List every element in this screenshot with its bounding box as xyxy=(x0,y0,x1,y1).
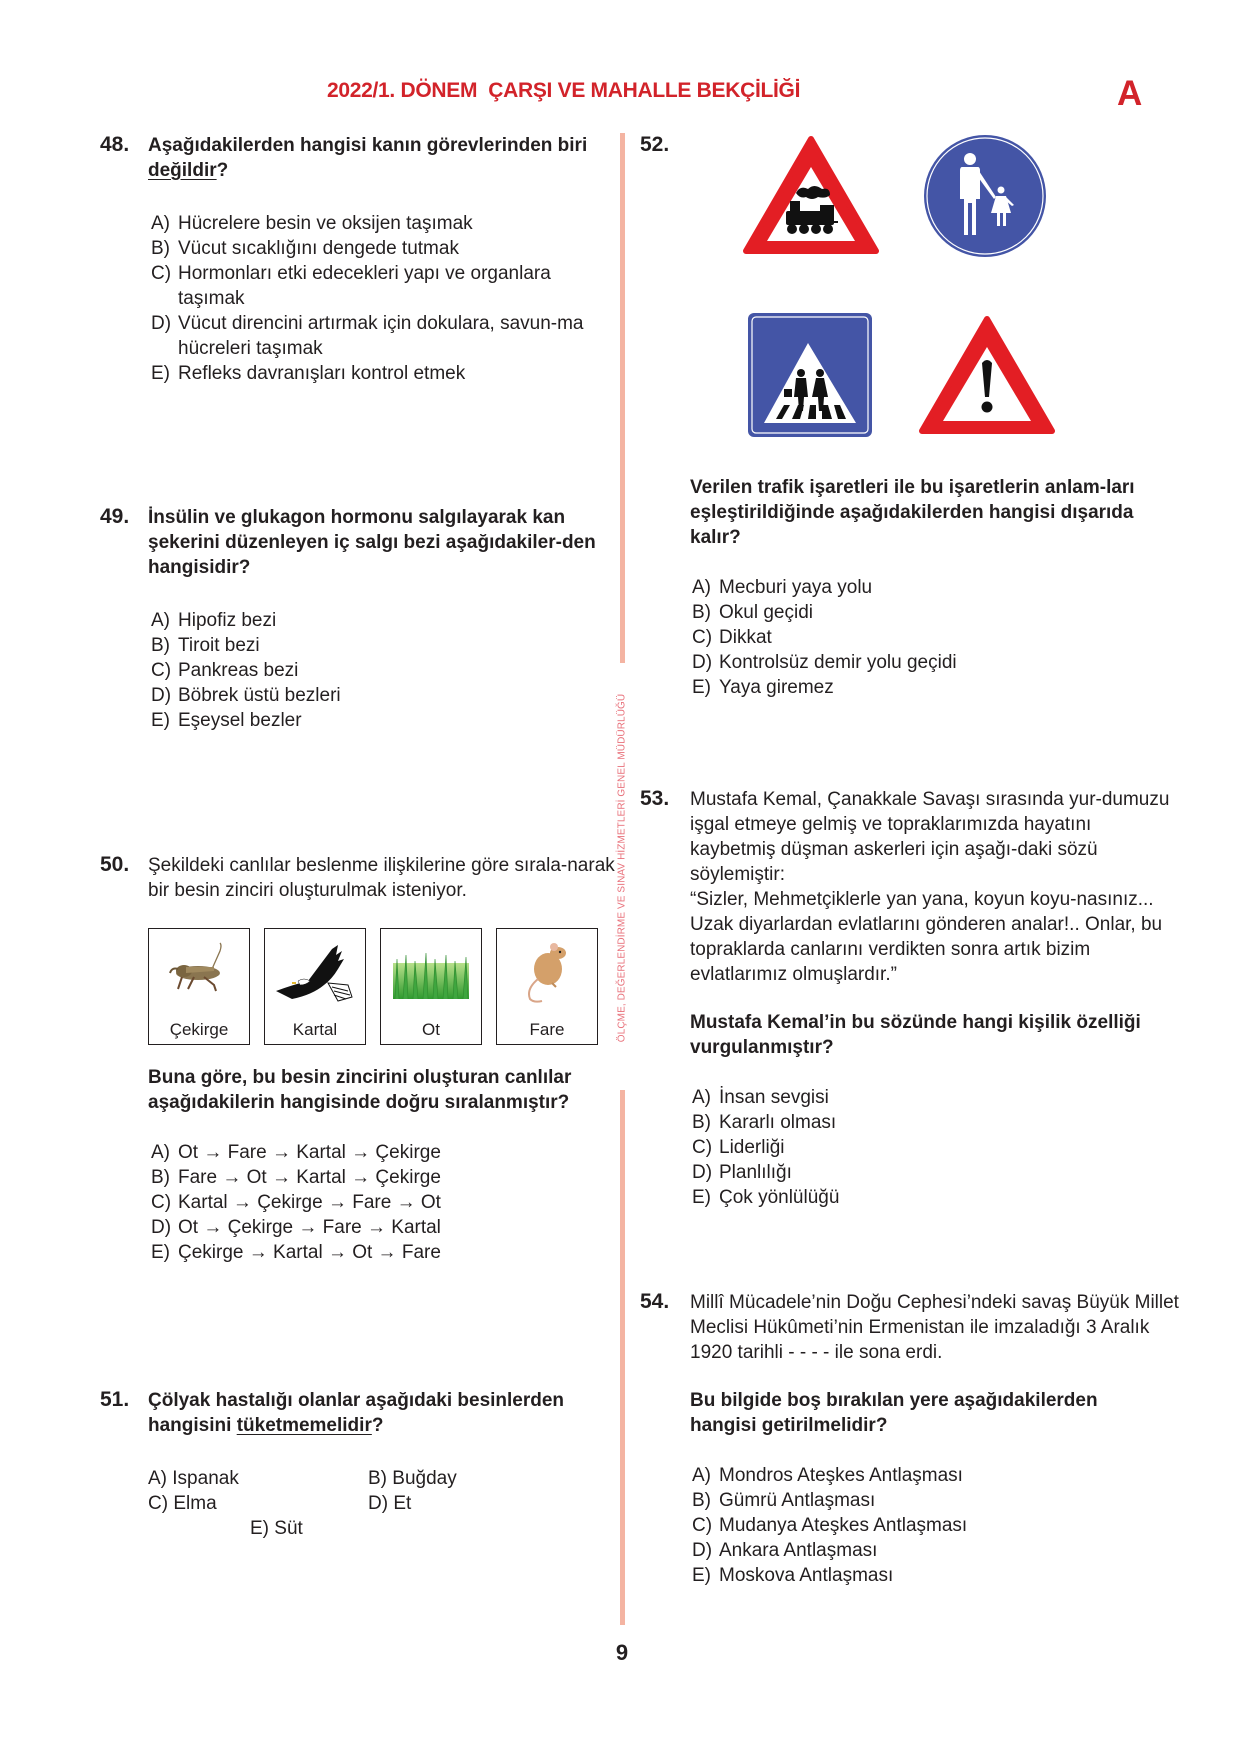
page-number: 9 xyxy=(615,1640,629,1665)
question-number: 51. xyxy=(100,1388,130,1411)
stem-underlined: değildir xyxy=(148,160,217,181)
option-letter: D) xyxy=(692,1162,713,1183)
option-c[interactable] xyxy=(692,1135,1162,1160)
option-text: Hormonları etki edecekleri yapı ve organlara taşımak xyxy=(178,263,551,309)
option-b[interactable] xyxy=(692,1110,1162,1135)
option-c[interactable] xyxy=(151,261,621,311)
option-letter: D) xyxy=(151,685,172,706)
option-text: Dikkat xyxy=(719,627,772,648)
option-d[interactable] xyxy=(692,650,1162,675)
option-letter: B) xyxy=(151,238,170,259)
option-text: Çok yönlülüğü xyxy=(719,1187,840,1208)
option-e[interactable] xyxy=(151,708,621,733)
option-b[interactable] xyxy=(151,633,621,658)
question-number: 53. xyxy=(640,787,670,810)
option-text: Planlılığı xyxy=(719,1162,792,1183)
option-text: Ispanak xyxy=(172,1468,239,1489)
question-stem xyxy=(690,787,1170,987)
option-d[interactable] xyxy=(151,311,621,361)
option-letter: D) xyxy=(151,1217,172,1238)
option-text: Süt xyxy=(274,1518,303,1539)
grass-icon xyxy=(391,941,471,1001)
option-text: Ot → Çekirge → Fare → Kartal xyxy=(178,1217,441,1238)
options-list xyxy=(151,608,621,733)
question-number: 48. xyxy=(100,133,130,156)
option-c[interactable] xyxy=(151,1190,621,1215)
option-d[interactable] xyxy=(692,1160,1162,1185)
option-text: Et xyxy=(393,1493,412,1514)
option-letter: C) xyxy=(148,1493,169,1514)
option-letter: A) xyxy=(151,213,170,234)
animal-label: Fare xyxy=(529,1020,565,1039)
animal-card-grass xyxy=(380,928,482,1045)
option-text: Liderliği xyxy=(719,1137,785,1158)
options-list xyxy=(151,1140,621,1265)
option-letter: D) xyxy=(692,652,713,673)
stem-end: ? xyxy=(216,160,229,181)
stem-end: ? xyxy=(371,1415,384,1436)
school-crossing-sign-icon xyxy=(746,311,874,439)
option-text: Çekirge → Kartal → Ot → Fare xyxy=(178,1242,441,1263)
option-text: Ot → Fare → Kartal → Çekirge xyxy=(178,1142,441,1163)
option-text: Böbrek üstü bezleri xyxy=(178,685,341,706)
option-letter: E) xyxy=(692,677,711,698)
option-text: Vücut sıcaklığını dengede tutmak xyxy=(178,238,459,259)
option-text: Vücut direncini artırmak için dokulara, savun-ma hücreleri taşımak xyxy=(178,313,584,359)
question-stem xyxy=(148,1388,618,1438)
option-text: Yaya giremez xyxy=(719,677,834,698)
option-text: Refleks davranışları kontrol etmek xyxy=(178,363,466,384)
option-b[interactable] xyxy=(151,1165,621,1190)
option-letter: A) xyxy=(151,1142,170,1163)
question-number: 50. xyxy=(100,853,130,876)
option-text: Kartal → Çekirge → Fare → Ot xyxy=(178,1192,441,1213)
option-letter: E) xyxy=(250,1518,269,1539)
option-c[interactable] xyxy=(148,1491,217,1516)
option-text: Moskova Antlaşması xyxy=(719,1565,894,1586)
option-d[interactable] xyxy=(368,1491,411,1516)
publisher-side-text: ÖLÇME, DEĞERLENDİRME VE SINAV HİZMETLERİ GENEL MÜDÜRLÜĞÜ xyxy=(616,693,628,1043)
option-d[interactable] xyxy=(151,1215,621,1240)
option-c[interactable] xyxy=(151,658,621,683)
option-text: Fare → Ot → Kartal → Çekirge xyxy=(178,1167,441,1188)
option-e[interactable] xyxy=(692,675,1162,700)
option-e[interactable] xyxy=(692,1185,1162,1210)
option-d[interactable] xyxy=(151,683,621,708)
question-number: 49. xyxy=(100,505,130,528)
option-letter: C) xyxy=(151,660,172,681)
option-b[interactable] xyxy=(692,600,1162,625)
option-text: Okul geçidi xyxy=(719,602,813,623)
option-letter: E) xyxy=(692,1187,711,1208)
option-letter: C) xyxy=(151,263,172,284)
options-list xyxy=(692,575,1162,700)
option-letter: B) xyxy=(151,1167,170,1188)
question-prompt: Bu bilgide boş bırakılan yere aşağıdakilerden hangisi getirilmelidir? xyxy=(690,1390,1098,1436)
question-stem: Şekildeki canlılar beslenme ilişkilerine göre sırala-narak bir besin zinciri oluşturulmak isteniyor. xyxy=(148,855,615,901)
caution-sign-icon xyxy=(918,313,1056,437)
railway-crossing-sign-icon xyxy=(742,133,880,257)
option-a[interactable] xyxy=(692,1463,1162,1488)
option-a[interactable] xyxy=(151,211,621,236)
question-prompt: Mustafa Kemal’in bu sözünde hangi kişilik özelliği vurgulanmıştır? xyxy=(690,1012,1141,1058)
option-b[interactable] xyxy=(692,1488,1162,1513)
question-number: 52. xyxy=(640,133,670,156)
option-letter: E) xyxy=(151,710,170,731)
option-letter: A) xyxy=(692,577,711,598)
option-letter: C) xyxy=(692,627,713,648)
option-letter: C) xyxy=(692,1137,713,1158)
option-text: Buğday xyxy=(392,1468,457,1489)
booklet-type: A xyxy=(1117,74,1143,113)
option-b[interactable] xyxy=(368,1466,457,1491)
option-text: Hipofiz bezi xyxy=(178,610,277,631)
option-a[interactable] xyxy=(148,1466,239,1491)
exam-title: 2022/1. DÖNEM ÇARŞI VE MAHALLE BEKÇİLİĞİ xyxy=(327,79,801,102)
stem-underlined: tüketmemelidir xyxy=(236,1415,372,1436)
option-c[interactable] xyxy=(692,1513,1162,1538)
options-list xyxy=(692,1085,1162,1210)
eagle-icon xyxy=(272,941,358,1007)
option-letter: B) xyxy=(151,635,170,656)
option-letter: A) xyxy=(151,610,170,631)
quote-text: “Sizler, Mehmetçiklerle yan yana, koyun koyu-nasınız... Uzak diyarlardan evlatlarını gönderen analar!.. Onlar, bu topraklarda canlarını verdikten sonra artık bizim evlatlarımız olmuşlardır.” xyxy=(690,889,1163,985)
option-text: Mudanya Ateşkes Antlaşması xyxy=(719,1515,968,1536)
animal-label: Çekirge xyxy=(169,1020,229,1039)
option-letter: C) xyxy=(151,1192,172,1213)
option-b[interactable] xyxy=(151,236,621,261)
option-text: Kararlı olması xyxy=(719,1112,837,1133)
option-text: Ankara Antlaşması xyxy=(719,1540,878,1561)
stem-text: Aşağıdakilerden hangisi kanın görevlerinden biri xyxy=(148,135,588,156)
question-prompt: Verilen trafik işaretleri ile bu işaretlerin anlam-ları eşleştirildiğinde aşağıdakilerden hangisi dışarıda kalır? xyxy=(690,477,1135,548)
option-e[interactable] xyxy=(151,1240,621,1265)
option-letter: A) xyxy=(692,1465,711,1486)
option-c[interactable] xyxy=(692,625,1162,650)
question-prompt: Buna göre, bu besin zincirini oluşturan canlılar aşağıdakilerin hangisinde doğru sıralanmıştır? xyxy=(148,1067,572,1113)
option-text: Hücrelere besin ve oksijen taşımak xyxy=(178,213,473,234)
stem-text: Mustafa Kemal, Çanakkale Savaşı sırasında yur-dumuzu işgal etmeye gelmiş ve topraklarımızda hayatını kaybetmiş düşman askerleri için aşağı-daki sözü söylemiştir: xyxy=(690,789,1170,885)
question-stem: Millî Mücadele’nin Doğu Cephesi’ndeki savaş Büyük Millet Meclisi Hükûmeti’nin Ermenistan ile imzaladığı 3 Aralık 1920 tarihli - - - - ile sona erdi. xyxy=(690,1292,1179,1363)
question-stem xyxy=(148,133,618,183)
option-text: Mecburi yaya yolu xyxy=(719,577,873,598)
option-text: Kontrolsüz demir yolu geçidi xyxy=(719,652,957,673)
option-text: Pankreas bezi xyxy=(178,660,299,681)
animal-card-grasshopper xyxy=(148,928,250,1045)
animal-label: Ot xyxy=(422,1020,440,1039)
option-letter: E) xyxy=(151,1242,170,1263)
question-stem: İnsülin ve glukagon hormonu salgılayarak kan şekerini düzenleyen iç salgı bezi aşağıdakiler-den hangisidir? xyxy=(148,507,596,578)
pedestrian-path-sign-icon xyxy=(922,133,1048,259)
animal-card-eagle xyxy=(264,928,366,1045)
option-letter: B) xyxy=(692,1490,711,1511)
animal-label: Kartal xyxy=(292,1020,338,1039)
option-e[interactable] xyxy=(250,1516,303,1541)
option-letter: E) xyxy=(692,1565,711,1586)
food-chain-figure xyxy=(148,928,598,1045)
option-text: İnsan sevgisi xyxy=(719,1087,829,1108)
option-text: Gümrü Antlaşması xyxy=(719,1490,876,1511)
option-letter: A) xyxy=(692,1087,711,1108)
option-a[interactable] xyxy=(692,575,1162,600)
stem-text: Çölyak hastalığı olanlar aşağıdaki besinlerden hangisini xyxy=(148,1390,565,1436)
option-letter: C) xyxy=(692,1515,713,1536)
options-list xyxy=(151,211,621,386)
option-letter: D) xyxy=(368,1493,389,1514)
grasshopper-icon xyxy=(164,941,234,1001)
option-a[interactable] xyxy=(692,1085,1162,1110)
option-letter: B) xyxy=(692,1112,711,1133)
question-number: 54. xyxy=(640,1290,670,1313)
option-e[interactable] xyxy=(692,1563,1162,1588)
option-letter: B) xyxy=(368,1468,387,1489)
mouse-icon xyxy=(512,941,582,1003)
option-letter: D) xyxy=(692,1540,713,1561)
option-a[interactable] xyxy=(151,608,621,633)
animal-card-mouse xyxy=(496,928,598,1045)
option-text: Mondros Ateşkes Antlaşması xyxy=(719,1465,963,1486)
options-list xyxy=(692,1463,1162,1588)
option-letter: D) xyxy=(151,313,172,334)
option-letter: B) xyxy=(692,602,711,623)
option-text: Eşeysel bezler xyxy=(178,710,302,731)
option-letter: E) xyxy=(151,363,170,384)
option-text: Tiroit bezi xyxy=(178,635,260,656)
option-text: Elma xyxy=(173,1493,217,1514)
option-a[interactable] xyxy=(151,1140,621,1165)
option-e[interactable] xyxy=(151,361,621,386)
option-letter: A) xyxy=(148,1468,167,1489)
option-d[interactable] xyxy=(692,1538,1162,1563)
